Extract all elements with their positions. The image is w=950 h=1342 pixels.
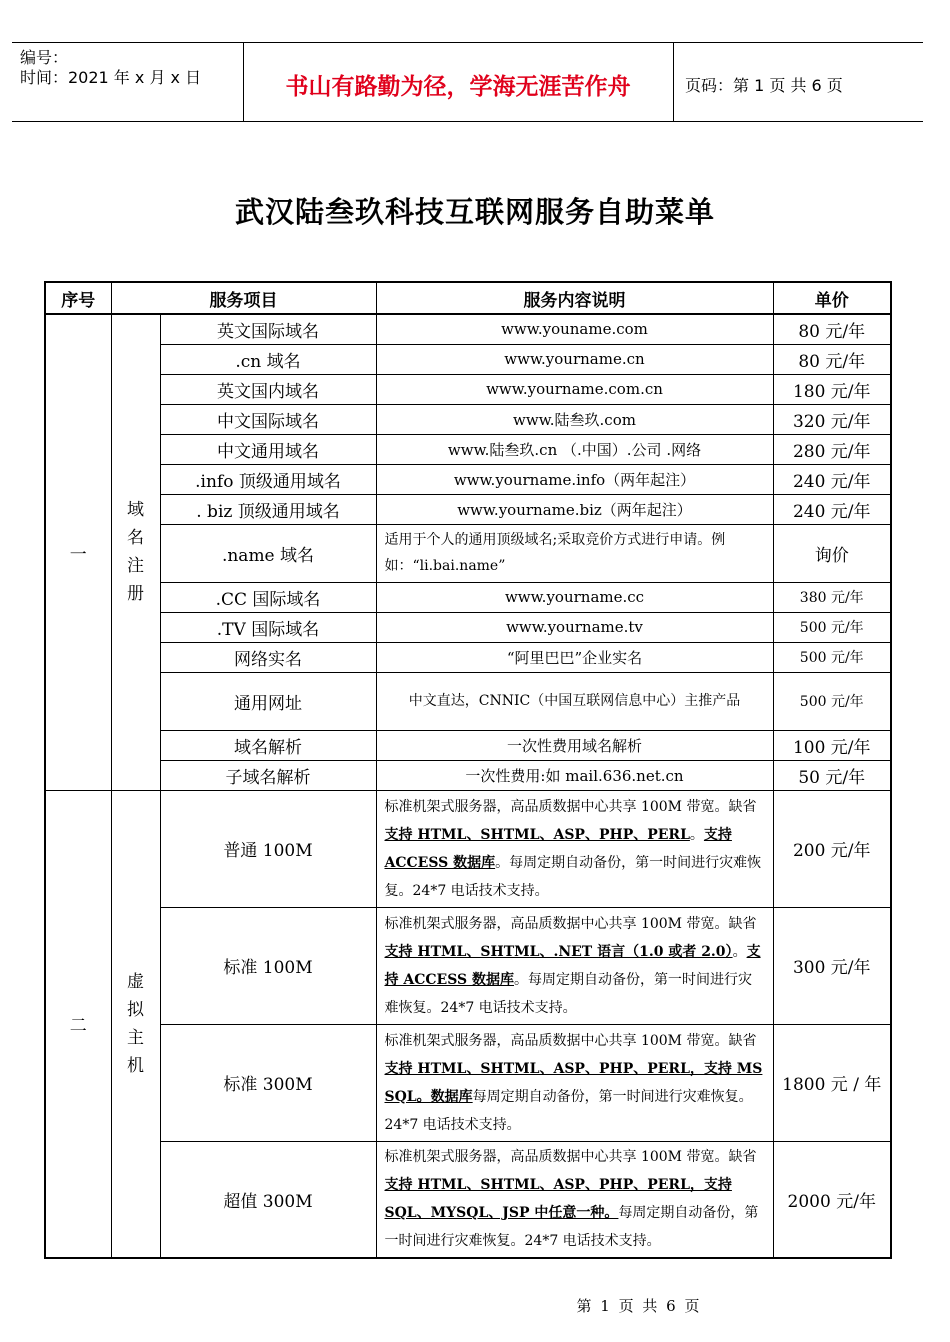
page-footer: 第 1 页 共 6 页	[576, 1297, 702, 1315]
document-header	[12, 42, 923, 122]
service-description	[376, 907, 773, 1024]
table-row	[45, 374, 891, 404]
service-name: 超值 300M	[160, 1141, 376, 1258]
service-price: 240 元/年	[773, 464, 891, 494]
table-row	[45, 642, 891, 672]
desc-text: 。每周定期自动备份，第一时间进行灾难恢复。24*7 电话技术支持。	[384, 854, 762, 899]
number-label: 编号：	[20, 48, 69, 67]
service-description: “阿里巴巴”企业实名	[376, 642, 773, 672]
service-description: www.yourname.cn	[376, 344, 773, 374]
service-price: 200 元/年	[773, 790, 891, 907]
category-label: 域名注册	[127, 500, 144, 605]
service-price: 320 元/年	[773, 404, 891, 434]
group-category	[111, 314, 160, 790]
table-row	[45, 582, 891, 612]
desc-text: 。	[689, 826, 704, 843]
service-menu-table	[44, 281, 892, 1259]
table-row	[45, 314, 891, 344]
service-name: 中文国际域名	[160, 404, 376, 434]
table-row	[45, 344, 891, 374]
table-row	[45, 1141, 891, 1258]
service-description	[376, 1024, 773, 1141]
service-name: .info 顶级通用域名	[160, 464, 376, 494]
service-description	[376, 1141, 773, 1258]
desc-text: 标准机架式服务器，高品质数据中心共享 100M 带宽。缺省	[384, 915, 757, 932]
service-name: 标准 300M	[160, 1024, 376, 1141]
table-row	[45, 434, 891, 464]
desc-text: 。	[732, 943, 747, 960]
service-description: 中文直达，CNNIC（中国互联网信息中心）主推产品	[376, 672, 773, 730]
desc-highlight: 支持 HTML、SHTML、ASP、PHP、PERL	[384, 826, 690, 843]
service-description: www.yourname.biz（两年起注）	[376, 494, 773, 524]
table-row	[45, 907, 891, 1024]
service-description: 适用于个人的通用顶级域名;采取竞价方式进行申请。例如：“li.bai.name”	[376, 524, 773, 582]
service-description: www.youname.com	[376, 314, 773, 344]
service-price: 500 元/年	[773, 612, 891, 642]
desc-text: 每周定期自动备份，第一时间进行灾难恢复。24*7 电话技术支持。	[384, 1205, 759, 1250]
table-row	[45, 464, 891, 494]
desc-text: 标准机架式服务器，高品质数据中心共享 100M 带宽。缺省	[384, 798, 757, 815]
service-name: 中文通用域名	[160, 434, 376, 464]
table-row	[45, 790, 891, 907]
service-price: 500 元/年	[773, 672, 891, 730]
header-description: 服务内容说明	[376, 282, 773, 314]
table-row	[45, 494, 891, 524]
service-price: 50 元/年	[773, 760, 891, 790]
service-name: .name 域名	[160, 524, 376, 582]
service-name: .cn 域名	[160, 344, 376, 374]
category-label: 虚拟主机	[127, 971, 144, 1076]
desc-text: 每周定期自动备份，第一时间进行灾难恢复。24*7 电话技术支持。	[384, 1088, 753, 1133]
service-price: 80 元/年	[773, 344, 891, 374]
header-price: 单价	[773, 282, 891, 314]
date-label: 时间：2021 年 x 月 x 日	[20, 68, 202, 87]
desc-highlight: 支持 HTML、SHTML、ASP、PHP、PERL，支持 MS SQL。数据库	[384, 1060, 763, 1105]
service-description	[376, 790, 773, 907]
table-row	[45, 730, 891, 760]
desc-highlight: 支持 HTML、SHTML、.NET 语言（1.0 或者 2.0）	[384, 943, 733, 960]
desc-highlight: 支持 HTML、SHTML、ASP、PHP、PERL，支持 SQL、MYSQL、JSP 中任意一种。	[384, 1177, 732, 1222]
service-price: 180 元/年	[773, 374, 891, 404]
service-price: 1800 元 / 年	[773, 1024, 891, 1141]
service-name: 普通 100M	[160, 790, 376, 907]
group-seq: 一	[45, 314, 111, 790]
table-header-row	[45, 282, 891, 314]
service-name: .TV 国际域名	[160, 612, 376, 642]
page-title: 武汉陆叁玖科技互联网服务自助菜单	[234, 195, 715, 229]
service-name: 网络实名	[160, 642, 376, 672]
table-row	[45, 404, 891, 434]
group-category	[111, 790, 160, 1258]
service-price: 2000 元/年	[773, 1141, 891, 1258]
service-name: 英文国际域名	[160, 314, 376, 344]
header-seq: 序号	[45, 282, 111, 314]
service-price: 询价	[773, 524, 891, 582]
table-row	[45, 524, 891, 582]
service-name: 通用网址	[160, 672, 376, 730]
service-name: .CC 国际域名	[160, 582, 376, 612]
table-row	[45, 612, 891, 642]
header-motto: 书山有路勤为径，学海无涯苦作舟	[243, 43, 674, 121]
service-description: 一次性费用:如 mail.636.net.cn	[376, 760, 773, 790]
service-price: 240 元/年	[773, 494, 891, 524]
table-row	[45, 1024, 891, 1141]
service-description: www.yourname.cc	[376, 582, 773, 612]
service-price: 300 元/年	[773, 907, 891, 1024]
group-seq: 二	[45, 790, 111, 1258]
desc-text: 。每周定期自动备份，第一时间进行灾难恢复。24*7 电话技术支持。	[384, 971, 752, 1016]
service-name: 标准 100M	[160, 907, 376, 1024]
service-price: 80 元/年	[773, 314, 891, 344]
service-price: 380 元/年	[773, 582, 891, 612]
header-meta	[12, 43, 244, 121]
service-name: 英文国内域名	[160, 374, 376, 404]
table-row	[45, 672, 891, 730]
service-description: www.陆叁玖.com	[376, 404, 773, 434]
service-name: 子域名解析	[160, 760, 376, 790]
table-row	[45, 760, 891, 790]
header-page-info: 页码：第 1 页 共 6 页	[685, 75, 843, 95]
service-price: 100 元/年	[773, 730, 891, 760]
service-price: 280 元/年	[773, 434, 891, 464]
desc-highlight: 支持 ACCESS 数据库	[384, 826, 732, 871]
service-name: . biz 顶级通用域名	[160, 494, 376, 524]
service-description: www.陆叁玖.cn （.中国）.公司 .网络	[376, 434, 773, 464]
service-description: www.yourname.tv	[376, 612, 773, 642]
service-description: 一次性费用域名解析	[376, 730, 773, 760]
service-description: www.yourname.info（两年起注）	[376, 464, 773, 494]
desc-highlight: 支持 ACCESS 数据库	[384, 943, 761, 988]
header-service: 服务项目	[111, 282, 376, 314]
service-price: 500 元/年	[773, 642, 891, 672]
desc-text: 标准机架式服务器，高品质数据中心共享 100M 带宽。缺省	[384, 1032, 757, 1049]
desc-text: 标准机架式服务器，高品质数据中心共享 100M 带宽。缺省	[384, 1149, 757, 1166]
service-description: www.yourname.com.cn	[376, 374, 773, 404]
service-name: 域名解析	[160, 730, 376, 760]
